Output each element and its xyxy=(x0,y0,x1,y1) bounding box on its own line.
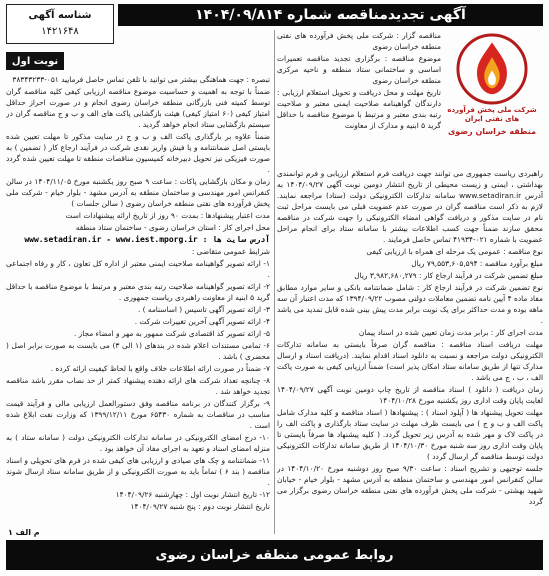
paragraph: راهبردی ریاست جمهوری می توانند جهت دریافت فرم استعلام ارزیابی و فرم توانمندی بهداشتی ، ایمنی و زیست محیطی از تاریخ انتشار دومین نوبت آگهی ۱۴۰۴/۰۹/۲۷ به آدرس www.setadiran.ir سامانه تدارکات الکترونیکی دولت (ستاد) مراجعه نمایند. لازم به ذکر است مناقصه گران در صورت عدم عضویت قبلی می بایست مراحل ثبت نام در سایت مذکور و دریافت گواهی امضاء الکترونیکی را جهت شرکت در مناقصه محقق سازند ضمناً جهت کسب اطلاعات بیشتر با سامانه ستاد برای انجام مراحل عضویت با شماره ۰۲۱-۴۱۹۳۴ تماس حاصل فرمایند . xyxy=(277,169,543,244)
paragraph: تاریخ مهلت و محل دریافت و تحویل استعلام ارزیابی : دارندگان گواهینامه صلاحیت ایمنی معتبر و صلاحیت رتبه بندی معتبر و مرتبط با موضوع مناقصه با حداقل گرید ۵ ابنیه و مدارک از معاونت xyxy=(277,88,441,130)
website-addresses: آدرس سایت ها : www.setadiran.ir - www.iest.mporg.ir xyxy=(24,235,270,244)
paragraph: زمان دریافت ( دانلود ) اسناد مناقصه از تاریخ چاپ دومین نوبت آگهی ۱۴۰۴/۰۹/۲۷ لغایت پایان وقت اداری روز یکشنبه مورخ ۱۴۰۴/۱۰/۲۸ xyxy=(277,385,543,405)
notice-id-value: ۱۴۲۱۶۴۸ xyxy=(41,26,79,37)
paragraph: ضمناً با توجه به اهمیت و حساسیت موضوع مناقصه ارزیابی کیفی کلیه مناقصه گران توسط کمیته فنی بازرگانی منطقه خراسان رضوی انجام و در صورت احراز حداقل امتیاز کیفی (۶۰ امتیاز کیفی) هیئت بازگشایی پاکت های الف و ب و ج مناقصه گران در سیستم بازگشایی ستاد انجام خواهد گردید . xyxy=(6,87,270,129)
list-item: ۴- ارائه تصویر آگهی آخرین تغییرات شرکت . xyxy=(134,317,270,326)
paragraph: مدت اجرای کار : برابر مدت زمان تعیین شده در اسناد پیمان xyxy=(358,328,543,337)
paragraph: موضوع مناقصه : برگزاری تجدید مناقصه تعمیرات اساسی و ساختمانی ستاد منطقه و ناحیه مرکزی منطقه خراسان رضوی xyxy=(277,54,441,85)
paragraph: جلسه توجیهی و تشریح اسناد : ساعت ۹/۳۰ صبح روز دوشنبه مورخ ۱۴۰۴/۱۰/۲۰ در سالن کنفرانس امور مهندسی و ساختمان منطقه به آدرس مشهد - بلوار خیام - خیابان شهید بهشتی - شرکت ملی پخش فرآورده های نفتی منطقه خراسان رضوی برگزار می گردد xyxy=(277,464,543,506)
list-item: ۶- تمامی مستندات اعلام شده در بندهای (۱ الی ۳) می بایست به صورت برابر اصل ( محضری ) باشد . xyxy=(6,341,270,361)
list-item: ۸- چنانچه تعداد شرکت های ارائه دهنده پیشنهاد کمتر از حد نصاب مقرر باشد مناقصه تجدید خواهد شد . xyxy=(6,376,270,396)
round-label: نوبت اول xyxy=(11,55,59,67)
paragraph: مناقصه گزار : شرکت ملی پخش فرآورده های نفتی منطقه خراسان رضوی xyxy=(277,31,441,51)
paragraph: زمان و مکان بازگشایی پاکات : ساعت ۹ صبح روز یکشنبه مورخ ۱۴۰۴/۱۱/۰۵ در سالن کنفرانس امور مهندسی و ساختمان منطقه به آدرس مشهد - بلوار خیام - شرکت ملی پخش فرآورده های نفتی منطقه خراسان رضوی ( سالن جلسات ) xyxy=(6,177,270,208)
notice-id-label: شناسه آگهی xyxy=(28,10,92,21)
list-item: تاریخ انتشار نوبت دوم : پنج شنبه ۱۴۰۴/۰۹/۲۷ xyxy=(130,502,270,511)
text-column-right xyxy=(277,168,543,534)
list-item: ۵- ارائه تصویر کد اقتصادی شرکت ممهور به مهر و امضاء مجاز . xyxy=(73,329,270,338)
logo-company-name: شرکت ملی پخش فرآورده های نفتی ایران xyxy=(447,106,537,123)
list-item: ۷- ضمناً در صورت ارائه اطلاعات خلاف واقع با لحاظ کیفیت ارائه کرده . xyxy=(50,364,270,373)
company-logo xyxy=(443,32,541,150)
notice-id-box xyxy=(6,4,114,44)
paragraph: مبلغ تضمین شرکت در فرآیند ارجاع کار : ۳,۹۸۲,۶۸۰,۲۷۹ ریال xyxy=(354,271,543,280)
footer-title: روابط عمومی منطقه خراسان رضوی xyxy=(155,547,394,563)
notice-title: آگهی تجدیدمناقصه شماره ۱۴۰۴/۰۹/۸۱۴ xyxy=(195,7,466,23)
list-item: ۱۲- تاریخ انتشار نوبت اول : چهارشنبه ۱۴۰۴/۰۹/۲۶ xyxy=(115,490,270,499)
list-item: ۳- ارائه تصویر آگهی تاسیس ( اساسنامه ) . xyxy=(137,305,270,314)
paragraph: مهلت دریافت اسناد مناقصه : مناقصه گران صرفاً بایستی به سامانه تدارکات الکترونیکی دولت مراجعه و نسبت به دانلود اسناد اقدام نمایند. (دریافت اسناد و ارسال مدارک تنها از طریق سامانه ستاد امکان پذیر است) ضمناً ارزیابی کیفی به صورت پاکت الف ، ب ، ج می باشد . xyxy=(277,340,543,382)
list-item: ۹- برگزار کنندگان در برنامه مناقصه وفق دستورالعمل ارزیابی مالی و فرآیند قیمت مناسب در مناقصات به شماره ۶۵۴۳۰ مورخ ۱۳۹۹/۱۲/۱۱ که وزارت نفت ابلاغ شده است . xyxy=(6,399,270,430)
paragraph: مدت اعتبار پیشنهادها : بمدت ۹۰ روز از تاریخ ارائه پیشنهادات است xyxy=(65,211,270,220)
column-divider xyxy=(274,30,275,534)
paragraph: نوع مناقصه : عمومی یک مرحله ای همراه با ارزیابی کیفی xyxy=(366,247,543,256)
flame-logo-icon xyxy=(455,32,529,106)
page-mark: م الف ۱ xyxy=(8,528,40,537)
notice-footer xyxy=(6,540,543,570)
paragraph: شرایط عمومی متقاضی : xyxy=(191,247,270,256)
text-column-right-top xyxy=(277,30,441,168)
paragraph: مبلغ برآورد مناقصه : ۷۹,۵۵۳,۶۰۵,۵۹۴ ریال xyxy=(411,259,543,268)
paragraph: محل اجرای کار : استان خراسان رضوی - ساختمان ستاد منطقه xyxy=(75,223,270,232)
logo-region-name: منطقه خراسان رضوی xyxy=(447,127,537,136)
paragraph: نوع تضمین شرکت در فرآیند ارجاع کار : شامل ضمانتنامه بانکی و سایر موارد مطابق مفاد ماده ۴ آیین نامه تضمین معاملات دولتی مصوب ۱۳۹۴/۰۹/۲۲ که مدت اعتبار آن سه ماهه بوده و مدت حداکثر برای یک نوبت برابر مدت پیش بینی شده قابل تمدید می باشد . xyxy=(277,283,543,325)
paragraph: ضمناً علاوه بر بارگذاری پاکت الف و ب و ج در سایت مذکور تا مهلت تعیین شده بایستی اصل ضمانتنامه و یا فیش واریز نقدی شرکت در فرآیند ارجاع کار ( تضمین ) به صورت فیزیکی نیز تحویل دبیرخانه کمیسیون مناقصات منطقه تا مهلت تعیین شده گردد . xyxy=(6,132,270,174)
paragraph: مهلت تحویل پیشنهاد ها ( آپلود اسناد ) : پیشنهادها ( اسناد مناقصه و کلیه مدارک شامل پاکت الف و ب و ج ) می بایست ظرف مهلت در سایت ستاد بارگذاری و پاکت الف را در پاکت لاک و مهر شده به آدرس زیر تحویل گردد. ( کلیه پیشنهاد ها صرفاً بایستی تا پایان وقت اداری روز سه شنبه مورخ ۱۴۰۴/۱۰/۳۰ از طریق سامانه تدارکات الکترونیکی دولت توسط مناقصه گر ارسال گردد ) xyxy=(277,408,543,461)
notice-header xyxy=(118,4,543,26)
list-item: ۲- ارائه تصویر گواهینامه صلاحیت رتبه بندی معتبر و مرتبط با موضوع مناقصه با حداقل گرید ۵ ابنیه از معاونت راهبردی ریاست جمهوری . xyxy=(6,282,270,302)
round-badge xyxy=(6,52,64,70)
list-item: ۱- ارائه تصویر گواهینامه صلاحیت ایمنی معتبر از اداره کل تعاون ، کار و رفاه اجتماعی . xyxy=(6,259,270,279)
paragraph: تبصره : جهت هماهنگی بیشتر می توانید با تلفن تماس حاصل فرمایید ۰۵۱-۳۸۳۴۳۲۳۳ xyxy=(12,75,270,84)
text-column-left xyxy=(6,74,270,534)
list-item: ۱۰- درج امضای الکترونیکی در سامانه تدارکات الکترونیکی دولت ( سامانه ستاد ) به منزله امضای اسناد و تعهد به اجرای مفاد آن خواهد بود . xyxy=(6,433,270,453)
list-item: ۱۱- ضمانتنامه و چک های صیادی و ارزیابی های کیفی شده در فرم های تحویلی و اسناد مناقصه ( بند ۶ ) تماماً باید به صورت الکترونیکی و از طریق سامانه ستاد ارسال شوند . xyxy=(6,456,270,487)
